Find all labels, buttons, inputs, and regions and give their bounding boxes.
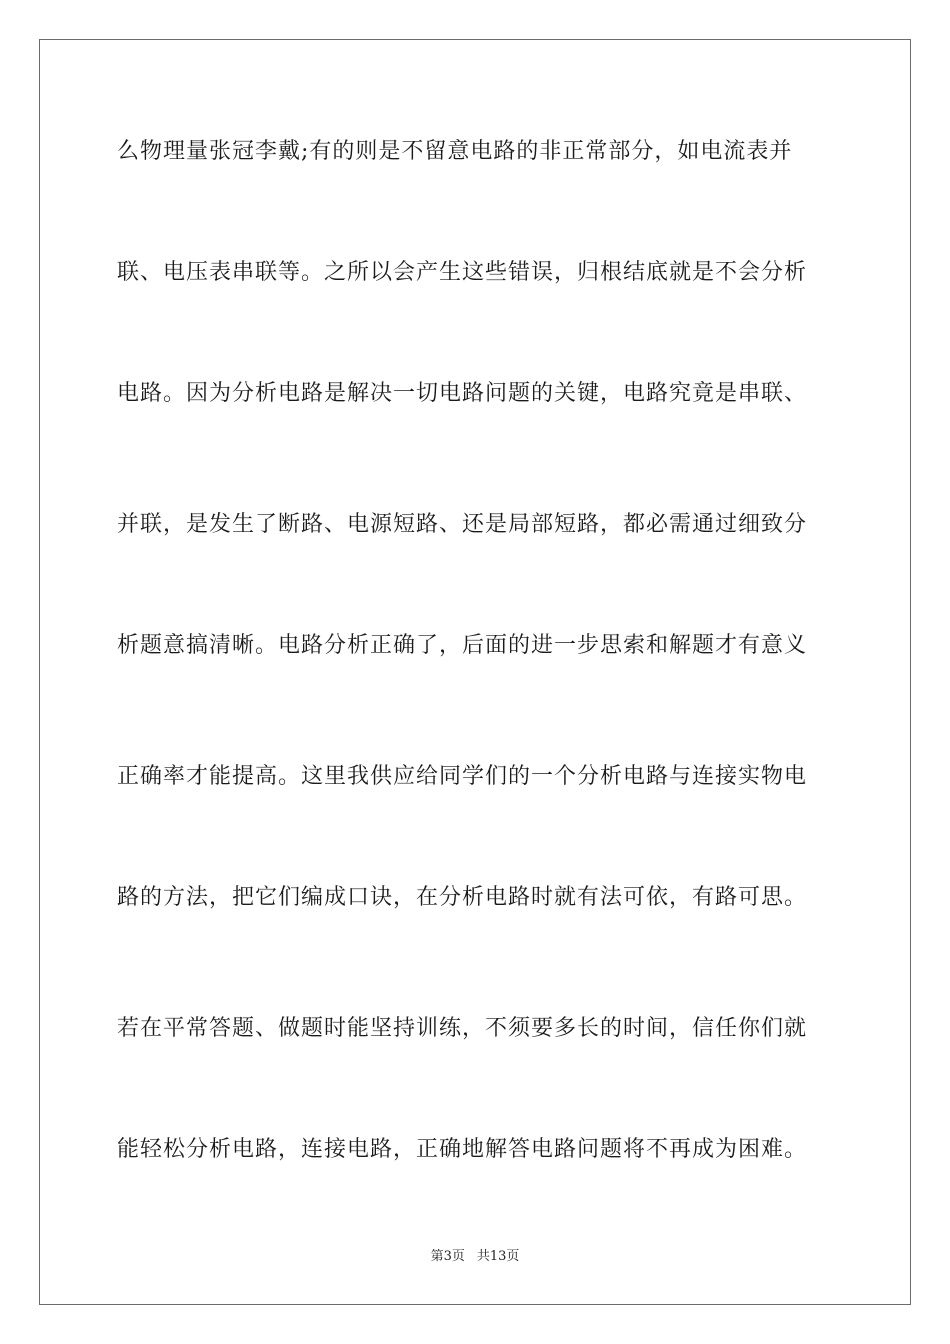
page-footer (0, 1248, 950, 1266)
body-text-line: 能轻松分析电路，连接电路，正确地解答电路问题将不再成为困难。 (117, 1137, 808, 1162)
body-text-line: 若在平常答题、做题时能坚持训练，不须要多长的时间，信任你们就 (117, 1016, 808, 1041)
body-text-line: 联、电压表串联等。之所以会产生这些错误，归根结底就是不会分析 (117, 260, 808, 285)
body-text-line: 电路。因为分析电路是解决一切电路问题的关键，电路究竟是串联、 (117, 381, 808, 406)
body-text-line: 么物理量张冠李戴;有的则是不留意电路的非正常部分，如电流表并 (117, 139, 793, 164)
page-frame (39, 39, 911, 1305)
body-text-line: 路的方法，把它们编成口诀，在分析电路时就有法可依，有路可思。 (117, 885, 808, 910)
total-pages: 共13页 (476, 1249, 520, 1264)
body-text-line: 析题意搞清晰。电路分析正确了，后面的进一步思索和解题才有意义 (117, 633, 808, 658)
body-text-line: 并联，是发生了断路、电源短路、还是局部短路，都必需通过细致分 (117, 512, 808, 537)
page-number: 第3页 (430, 1249, 465, 1264)
body-text-line: 正确率才能提高。这里我供应给同学们的一个分析电路与连接实物电 (117, 764, 808, 789)
